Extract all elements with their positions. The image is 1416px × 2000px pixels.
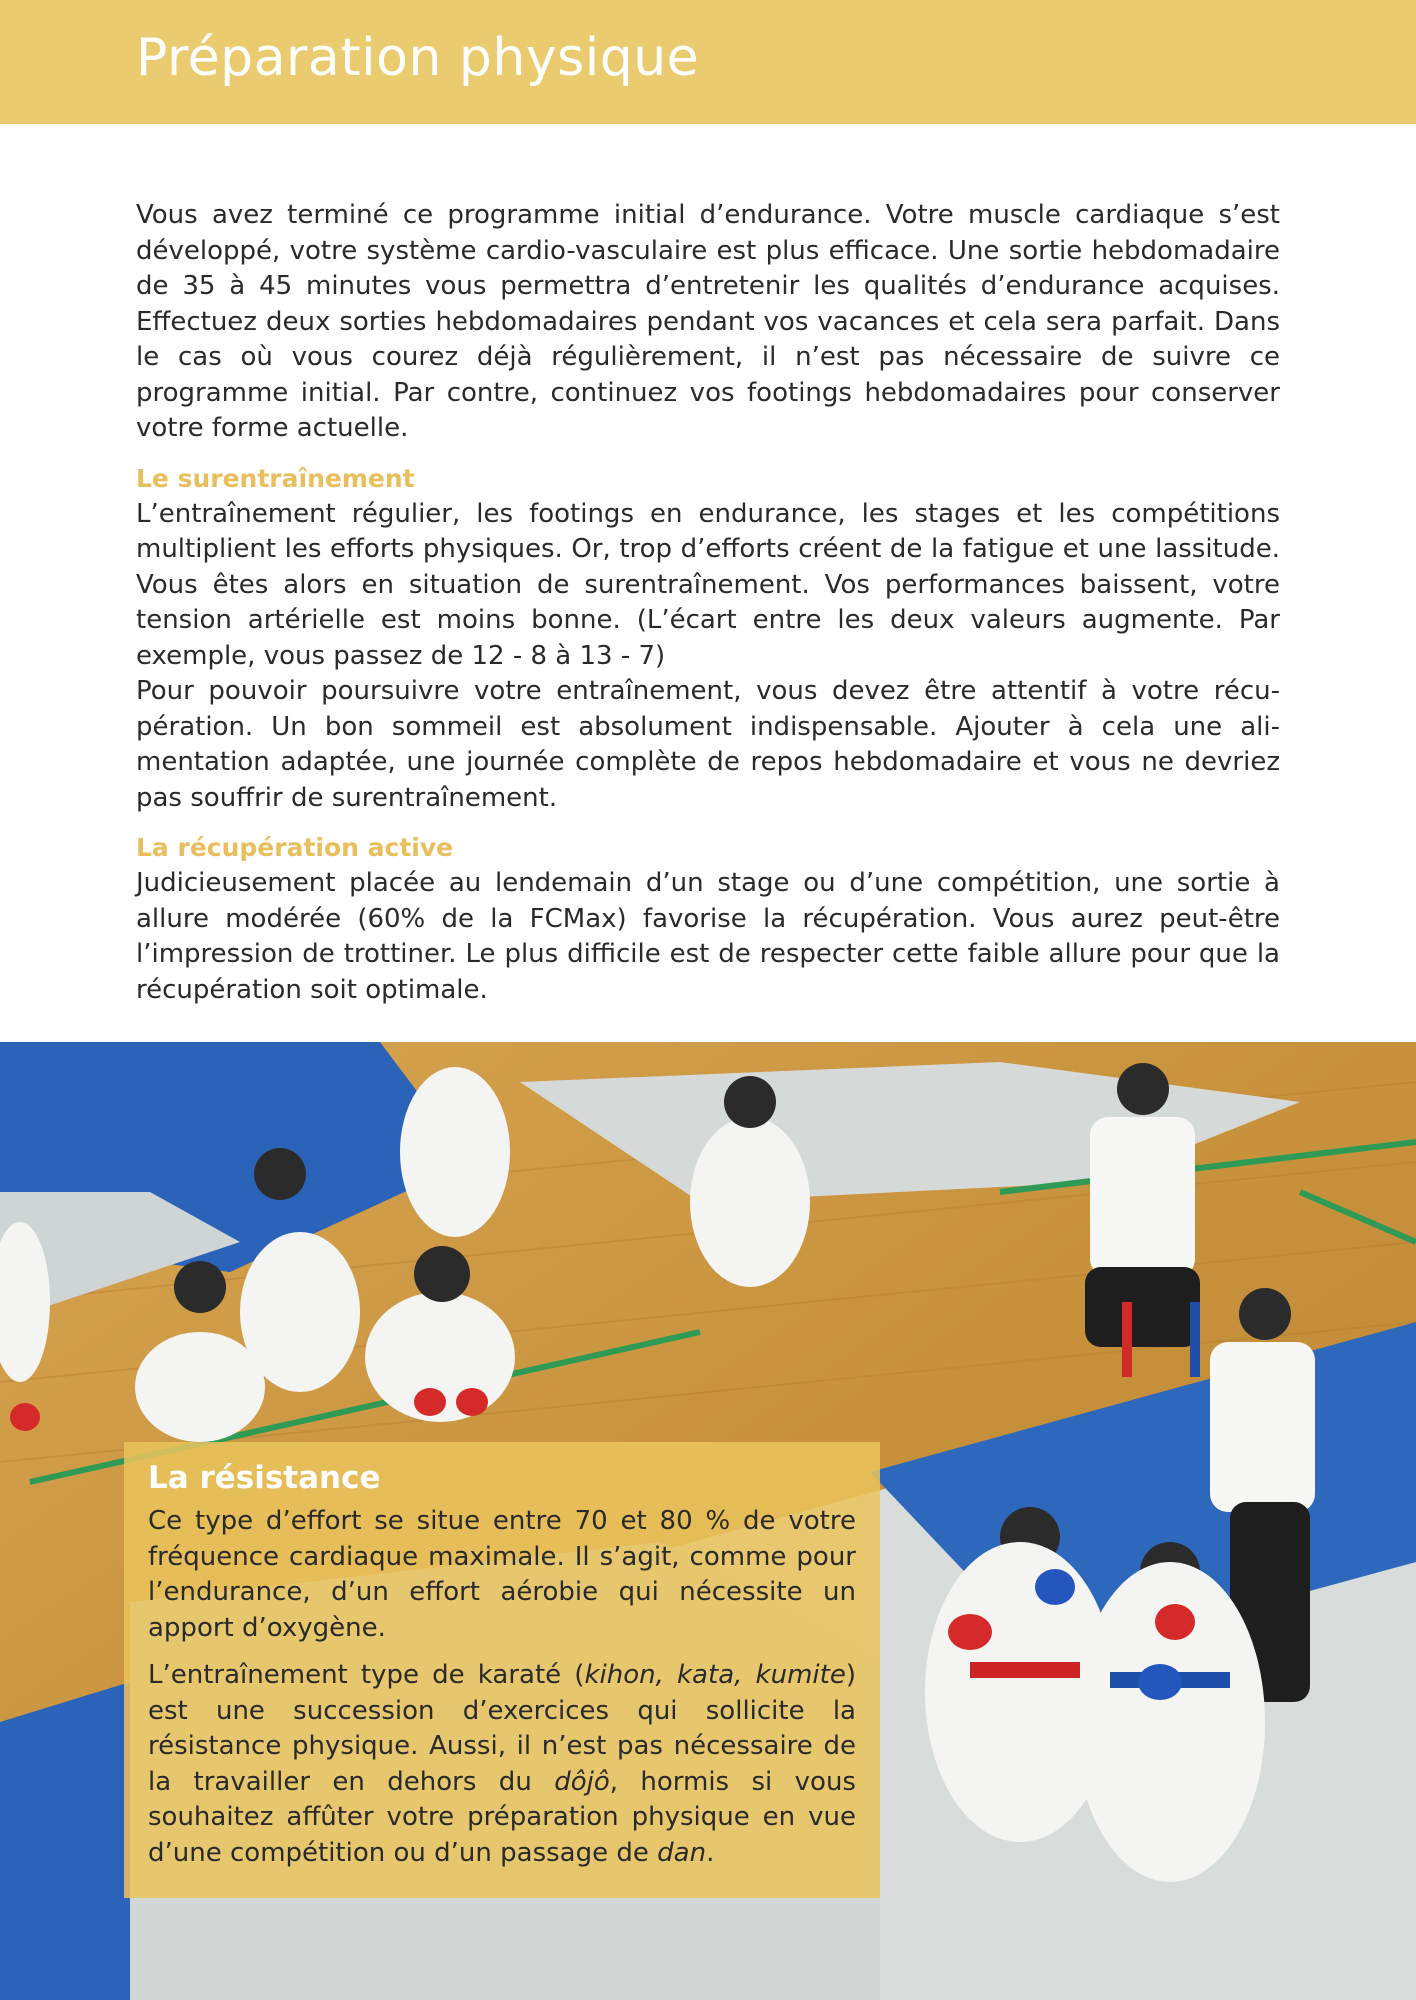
surentrainement-paragraph-2: Pour pouvoir poursuivre votre entraînement, vous devez être attentif à votre récupération. Un bon sommeil est absolument indispensable. Ajouter à cela une alimentation adaptée, une journée complète de repos hebdomadaire et vous ne devriez pas souffrir de surentraînement. bbox=[136, 676, 1280, 813]
section-heading-recuperation: La récupération active bbox=[136, 833, 454, 862]
dojo-term: dôjô bbox=[554, 1766, 610, 1797]
dan-term: dan bbox=[657, 1837, 707, 1868]
page-header bbox=[0, 0, 1416, 124]
resistance-p2-text-b: ) est une succession d’exercices qui sollicite la résistance physique. Aussi, il n’est pas nécessaire de la travailler en dehors du bbox=[148, 1660, 856, 1797]
resistance-paragraph-2 bbox=[148, 1658, 856, 1871]
resistance-heading: La résistance bbox=[148, 1460, 381, 1496]
section-heading-surentrainement: Le surentraînement bbox=[136, 463, 415, 493]
page-title: Préparation physique bbox=[136, 28, 700, 88]
main-content bbox=[136, 198, 1280, 1008]
resistance-info-box bbox=[124, 1442, 880, 1898]
resistance-paragraph-1: Ce type d’effort se situe entre 70 et 80 % de votre fréquence cardiaque maximale. Il s’agit, comme pour l’endurance, d’un effort aérobie qui nécessite un apport d’oxygène. bbox=[148, 1506, 856, 1643]
resistance-p2-text-c: , hormis si vous souhaitez affûter votre préparation physique en vue d’une compétition ou d’un passage de bbox=[148, 1766, 856, 1868]
resistance-p2-text-a: L’entraînement type de karaté ( bbox=[148, 1660, 585, 1690]
intro-paragraph: Vous avez terminé ce programme initial d’endurance. Votre muscle cardiaque s’est développé, votre système cardio-vasculaire est plus efficace. Une sortie hebdomadaire de 35 à 45 minutes vous permettra d’entretenir les qualités d’endurance acquises. Effectuez deux sorties hebdomadaires pendant vos vacances et cela sera parfait. Dans le cas où vous courez déjà régulièrement, il n’est pas nécessaire de suivre ce programme initial. Par contre, continuez vos footings hebdomadaires pour conserver votre forme actuelle. bbox=[136, 200, 1280, 443]
surentrainement-paragraph-1: L’entraînement régulier, les footings en endurance, les stages et les compétitions multiplient les efforts physiques. Or, trop d’efforts créent de la fatigue et une lassitude. Vous êtes alors en situation de surentraînement. Vos performances baissent, votre tension artérielle est moins bonne. (L’écart entre les deux valeurs augmente. Par exemple, vous passez de 12 - 8 à 13 - 7) bbox=[136, 498, 1280, 671]
resistance-p2-text-d: . bbox=[706, 1837, 715, 1868]
karate-terms: kihon, kata, kumite bbox=[584, 1660, 846, 1690]
recuperation-paragraph: Judicieusement placée au lendemain d’un stage ou d’une compétition, une sortie à allure modérée (60% de la FCMax) favorise la récupération. Vous aurez peut-être l’impression de trottiner. Le plus difficile est de respecter cette faible allure pour que la récupération soit optimale. bbox=[136, 868, 1280, 1005]
